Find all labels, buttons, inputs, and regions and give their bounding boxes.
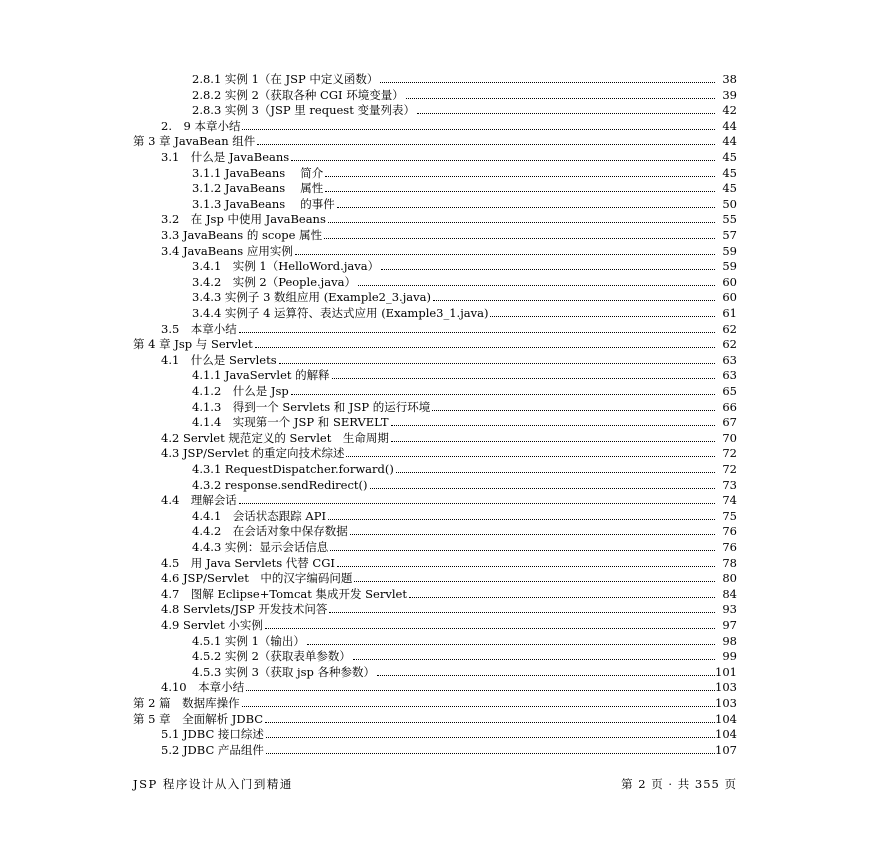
toc-entry <box>161 226 737 242</box>
toc-entry-title: 3.5 本章小结 <box>161 321 237 336</box>
toc-entry <box>161 351 737 367</box>
toc-dot-leader <box>354 581 715 582</box>
toc-entry-page: 70 <box>722 430 737 445</box>
toc-entry-title: 4.9 Servlet 小实例 <box>161 618 263 632</box>
toc-dot-leader <box>242 706 715 707</box>
toc-dot-leader <box>295 254 715 255</box>
toc-entry-title: 4.3 JSP/Servlet 的重定向技术综述 <box>161 446 345 461</box>
toc-entry-title: 3.1.2 JavaBeans 属性 <box>192 181 324 196</box>
toc-dot-leader <box>337 566 715 567</box>
toc-entry-title: 2.8.3 实例 3（JSP 里 request 变量列表） <box>192 103 415 118</box>
toc-entry-title: 5.1 JDBC 接口综述 <box>161 727 264 742</box>
toc-entry-page: 103 <box>715 696 737 710</box>
toc-dot-leader <box>377 675 715 676</box>
toc-entry-title: 3.4.4 实例子 4 运算符、表达式应用 (Example3_1.java) <box>192 306 489 320</box>
toc-entry-page: 59 <box>722 243 737 258</box>
toc-entry <box>192 460 737 476</box>
toc-entry-title: 第 3 章 JavaBean 组件 <box>133 134 256 149</box>
toc-entry-title: 3.1 什么是 JavaBeans <box>161 150 290 164</box>
toc-dot-leader <box>330 550 715 551</box>
toc-dot-leader <box>433 300 715 301</box>
toc-entry <box>133 710 737 726</box>
toc-entry <box>161 741 737 757</box>
toc-entry-title: 4.2 Servlet 规范定义的 Servlet 生命周期 <box>161 430 389 445</box>
toc-dot-leader <box>406 98 715 99</box>
toc-dot-leader <box>291 394 715 395</box>
toc-entry-page: 45 <box>722 150 737 164</box>
toc-entry-page: 72 <box>722 446 737 461</box>
toc-entry-title: 4.4.3 实例：显示会话信息 <box>192 540 329 554</box>
toc-entry-page: 65 <box>722 384 737 398</box>
toc-entry <box>192 632 737 648</box>
toc-dot-leader <box>307 644 715 645</box>
toc-entry-page: 62 <box>722 337 737 352</box>
toc-entry-title: 4.6 JSP/Servlet 中的汉字编码问题 <box>161 571 353 586</box>
toc-entry-title: 2.8.2 实例 2（获取各种 CGI 环境变量） <box>192 87 404 102</box>
toc-entry <box>192 538 737 554</box>
toc-entry-title: 3.3 JavaBeans 的 scope 属性 <box>161 228 323 242</box>
toc-dot-leader <box>353 659 715 660</box>
toc-entry-page: 84 <box>722 586 737 601</box>
toc-entry-title: 4.4 理解会话 <box>161 493 237 508</box>
toc-entry-page: 99 <box>722 649 737 664</box>
toc-entry-title: 第 5 章 全面解析 JDBC <box>133 711 264 726</box>
toc-entry <box>192 507 737 523</box>
toc-entry-title: 4.1.1 JavaServlet 的解释 <box>192 368 330 383</box>
toc-entry-page: 63 <box>722 368 737 383</box>
toc-entry-title: 4.5.1 实例 1（输出） <box>192 633 305 648</box>
toc-entry <box>192 304 737 320</box>
toc-dot-leader <box>358 285 715 286</box>
toc-entry-page: 80 <box>722 571 737 586</box>
toc-entry <box>192 70 737 86</box>
toc-entry-page: 63 <box>722 352 737 367</box>
toc-dot-leader <box>239 332 715 333</box>
toc-entry <box>161 678 737 694</box>
toc-dot-leader <box>242 129 715 130</box>
toc-dot-leader <box>432 410 715 411</box>
toc-entry-page: 60 <box>722 290 737 305</box>
toc-entry-title: 第 4 章 Jsp 与 Servlet <box>133 337 253 352</box>
toc-entry-title: 4.5.3 实例 3（获取 jsp 各种参数） <box>192 664 376 679</box>
toc-entry-page: 55 <box>722 212 737 227</box>
toc-dot-leader <box>370 488 716 489</box>
footer-page-info: 第 2 页 · 共 355 页 <box>621 777 737 791</box>
toc-dot-leader <box>266 737 715 738</box>
toc-entry <box>161 585 737 601</box>
toc-entry <box>161 242 737 258</box>
toc-entry <box>192 398 737 414</box>
toc-dot-leader <box>266 753 715 754</box>
toc-dot-leader <box>255 347 715 348</box>
toc-entry <box>192 647 737 663</box>
toc-dot-leader <box>490 316 715 317</box>
toc-entry-title: 4.5.2 实例 2（获取表单参数） <box>192 649 351 664</box>
toc-entry <box>133 132 737 148</box>
toc-entry <box>161 725 737 741</box>
toc-entry-title: 4.1 什么是 Servlets <box>161 352 277 367</box>
toc-entry <box>192 257 737 273</box>
toc-entry <box>192 476 737 492</box>
toc-entry-page: 101 <box>715 664 737 679</box>
toc-dot-leader <box>391 425 715 426</box>
toc-entry-page: 75 <box>722 508 737 523</box>
toc-dot-leader <box>350 534 715 535</box>
toc-entry-page: 107 <box>715 742 737 757</box>
toc-entry-title: 4.3.2 response.sendRedirect() <box>192 477 368 492</box>
toc-entry-page: 50 <box>722 196 737 211</box>
toc-entry-page: 72 <box>722 462 737 476</box>
toc-entry <box>192 288 737 304</box>
toc-entry-page: 104 <box>715 711 737 726</box>
toc-entry-page: 61 <box>722 306 737 320</box>
toc-entry <box>192 101 737 117</box>
toc-dot-leader <box>328 519 715 520</box>
toc-entry <box>133 335 737 351</box>
toc-entry-title: 4.5 用 Java Servlets 代替 CGI <box>161 555 335 570</box>
toc-dot-leader <box>279 363 715 364</box>
toc-entry-page: 74 <box>722 493 737 508</box>
toc-dot-leader <box>391 441 715 442</box>
toc-entry <box>161 429 737 445</box>
toc-entry <box>161 210 737 226</box>
toc-entry <box>192 522 737 538</box>
toc-entry <box>161 444 737 460</box>
toc-entry-title: 4.1.3 得到一个 Servlets 和 JSP 的运行环境 <box>192 399 431 414</box>
toc-entry-page: 57 <box>722 228 737 242</box>
toc-dot-leader <box>246 690 715 691</box>
toc-entry <box>192 86 737 102</box>
toc-dot-leader <box>417 113 715 114</box>
toc-entry-title: 4.1.2 什么是 Jsp <box>192 384 289 398</box>
toc-entry-title: 3.4.1 实例 1（HelloWord.java） <box>192 259 380 274</box>
toc-entry-title: 2. 9 本章小结 <box>161 118 241 133</box>
toc-entry <box>161 600 737 616</box>
toc-entry-title: 4.4.1 会话状态跟踪 API <box>192 508 327 523</box>
toc-entry-page: 76 <box>722 524 737 539</box>
toc-entry-title: 3.4.3 实例子 3 数组应用 (Example2_3.java) <box>192 290 431 305</box>
toc-entry-page: 60 <box>722 274 737 289</box>
toc-dot-leader <box>291 160 715 161</box>
toc-entry <box>192 179 737 195</box>
toc-entry-title: 4.4.2 在会话对象中保存数据 <box>192 524 348 539</box>
toc-dot-leader <box>380 82 715 83</box>
toc-entry <box>161 117 737 133</box>
toc-entry-page: 66 <box>722 399 737 414</box>
toc-dot-leader <box>265 628 715 629</box>
toc-entry-page: 44 <box>722 118 737 133</box>
toc-entry <box>192 663 737 679</box>
toc-entry-page: 38 <box>722 72 737 86</box>
toc-entry-page: 73 <box>722 477 737 492</box>
toc-entry-title: 3.2 在 Jsp 中使用 JavaBeans <box>161 212 326 227</box>
toc-entry-page: 97 <box>722 618 737 632</box>
toc-entry-page: 103 <box>715 680 737 695</box>
toc-entry-title: 4.7 图解 Eclipse+Tomcat 集成开发 Servlet <box>161 586 407 601</box>
toc-dot-leader <box>328 222 715 223</box>
toc-dot-leader <box>346 456 715 457</box>
toc-entry <box>192 413 737 429</box>
toc-dot-leader <box>265 722 715 723</box>
toc-entry-page: 59 <box>722 259 737 274</box>
toc-entry-page: 45 <box>722 181 737 196</box>
toc-entry-title: 3.4.2 实例 2（People.java） <box>192 274 356 289</box>
toc-entry-page: 44 <box>722 134 737 149</box>
toc-entry <box>192 195 737 211</box>
toc-dot-leader <box>409 597 715 598</box>
toc-entry <box>161 569 737 585</box>
toc-entry <box>161 320 737 336</box>
toc-entry-page: 42 <box>722 103 737 118</box>
toc-entry-page: 78 <box>722 555 737 570</box>
toc-entry-title: 3.1.3 JavaBeans 的事件 <box>192 196 335 211</box>
toc-entry-page: 62 <box>722 321 737 336</box>
toc-entry-page: 67 <box>722 415 737 430</box>
toc-entry <box>161 616 737 632</box>
toc-entry <box>192 382 737 398</box>
toc-dot-leader <box>325 176 715 177</box>
page-footer <box>133 776 737 794</box>
toc-entry <box>161 148 737 164</box>
toc-entry <box>192 366 737 382</box>
toc-entry-page: 98 <box>722 633 737 648</box>
toc-entry-page: 39 <box>722 87 737 102</box>
toc-entry <box>192 273 737 289</box>
toc-dot-leader <box>329 612 715 613</box>
toc-dot-leader <box>325 191 715 192</box>
toc-entry-title: 第 2 篇 数据库操作 <box>133 696 240 710</box>
toc-entry-title: 3.4 JavaBeans 应用实例 <box>161 243 293 258</box>
toc-entry-page: 104 <box>715 727 737 742</box>
toc-entry-page: 76 <box>722 540 737 554</box>
toc-entry-title: 4.8 Servlets/JSP 开发技术问答 <box>161 602 328 617</box>
toc-entry <box>192 164 737 180</box>
toc-entry-title: 4.10 本章小结 <box>161 680 245 695</box>
toc-entry-title: 4.3.1 RequestDispatcher.forward() <box>192 462 394 476</box>
toc-entry-page: 45 <box>722 165 737 180</box>
toc-dot-leader <box>257 144 715 145</box>
toc-entry-title: 4.1.4 实现第一个 JSP 和 SERVELT <box>192 415 389 430</box>
toc-entry-title: 3.1.1 JavaBeans 简介 <box>192 165 324 180</box>
toc-dot-leader <box>332 378 715 379</box>
toc-entry <box>161 491 737 507</box>
toc-dot-leader <box>381 269 715 270</box>
toc-entry-title: 2.8.1 实例 1（在 JSP 中定义函数） <box>192 72 379 86</box>
footer-book-title: JSP 程序设计从入门到精通 <box>133 777 293 791</box>
toc-entry-title: 5.2 JDBC 产品组件 <box>161 742 264 757</box>
toc-entry <box>161 554 737 570</box>
toc-dot-leader <box>239 503 715 504</box>
toc-entry <box>133 694 737 710</box>
toc-dot-leader <box>337 207 715 208</box>
toc-dot-leader <box>396 472 715 473</box>
toc-dot-leader <box>324 238 715 239</box>
toc-entry-page: 93 <box>722 602 737 617</box>
